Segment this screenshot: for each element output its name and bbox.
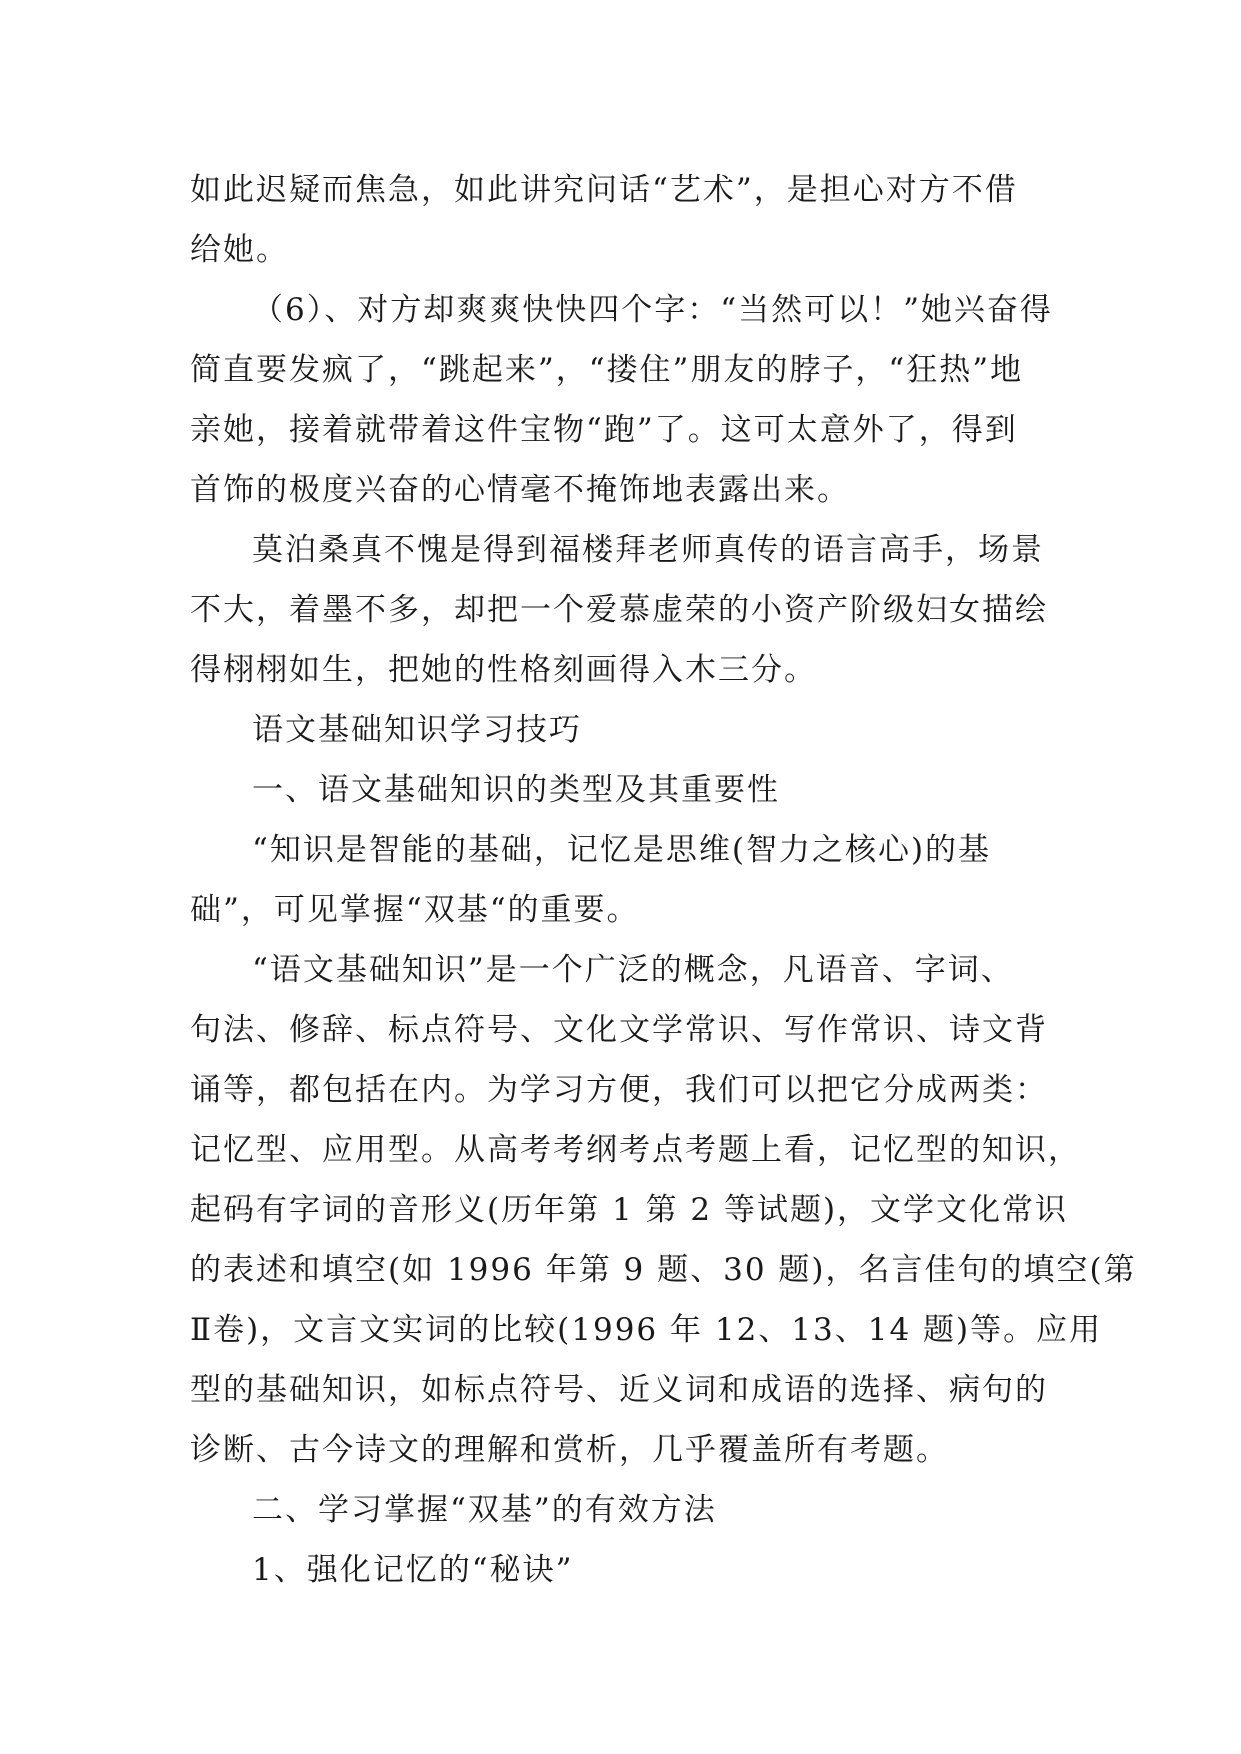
text-line: 句法、修辞、标点符号、文化文学常识、写作常识、诗文背 — [190, 1012, 1048, 1048]
text-line: 诵等，都包括在内。为学习方便，我们可以把它分成两类： — [190, 1072, 1048, 1108]
text-line: 起码有字词的音形义(历年第 1 第 2 等试题)，文学文化常识 — [190, 1192, 1069, 1228]
document-body — [190, 160, 1137, 1600]
section-heading: 二、学习掌握“双基”的有效方法 — [252, 1492, 717, 1528]
section-heading: 1、强化记忆的“秘诀” — [252, 1552, 574, 1588]
section-heading: 一、语文基础知识的类型及其重要性 — [252, 772, 780, 808]
text-line: （6）、对方却爽爽快快四个字：“当然可以！”她兴奋得 — [252, 292, 1053, 328]
text-line: 亲她，接着就带着这件宝物“跑”了。这可太意外了，得到 — [190, 412, 1018, 448]
text-line: 首饰的极度兴奋的心情毫不掩饰地表露出来。 — [190, 472, 850, 508]
text-line: 莫泊桑真不愧是得到福楼拜老师真传的语言高手，场景 — [252, 532, 1044, 568]
text-line: “语文基础知识”是一个广泛的概念，凡语音、字词、 — [252, 952, 1014, 988]
text-line: 得栩栩如生，把她的性格刻画得入木三分。 — [190, 652, 817, 688]
section-heading: 语文基础知识学习技巧 — [252, 712, 582, 748]
text-line: Ⅱ卷)，文言文实词的比较(1996 年 12、13、14 题)等。应用 — [190, 1312, 1103, 1348]
text-line: 给她。 — [190, 232, 289, 268]
text-line: 型的基础知识，如标点符号、近义词和成语的选择、病句的 — [190, 1372, 1048, 1408]
text-line: 诊断、古今诗文的理解和赏析，几乎覆盖所有考题。 — [190, 1432, 949, 1468]
text-line: “知识是智能的基础，记忆是思维(智力之核心)的基 — [252, 832, 992, 868]
text-line: 不大，着墨不多，却把一个爱慕虚荣的小资产阶级妇女描绘 — [190, 592, 1048, 628]
text-line: 简直要发疯了，“跳起来”，“搂住”朋友的脖子，“狂热”地 — [190, 352, 1024, 388]
text-line: 如此迟疑而焦急，如此讲究问话“艺术”，是担心对方不借 — [190, 172, 1018, 208]
text-line: 记忆型、应用型。从高考考纲考点考题上看，记忆型的知识， — [190, 1132, 1081, 1168]
text-line: 础”，可见掌握“双基“的重要。 — [190, 892, 640, 928]
text-line: 的表述和填空(如 1996 年第 9 题、30 题)，名言佳句的填空(第 — [190, 1252, 1137, 1288]
